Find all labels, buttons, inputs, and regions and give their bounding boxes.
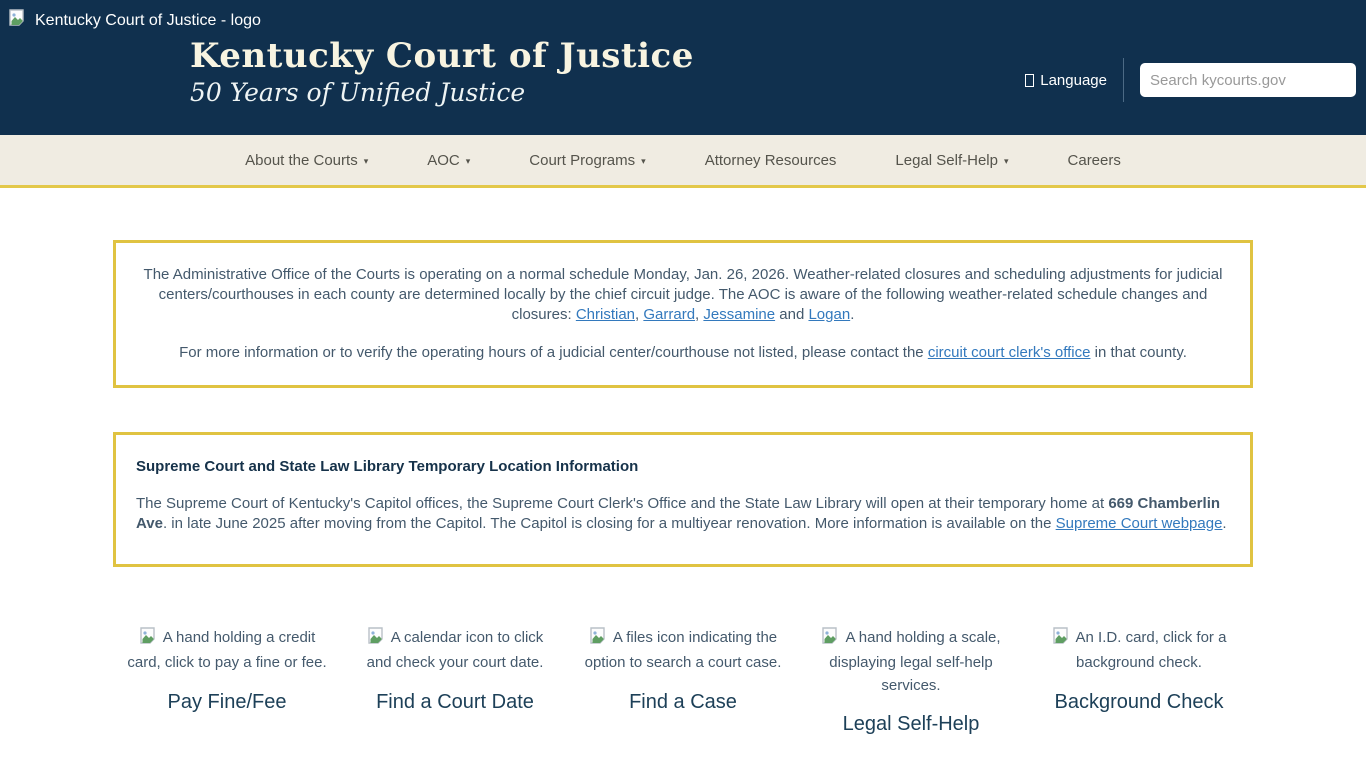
chevron-down-icon: ▾ <box>363 155 369 166</box>
chevron-down-icon: ▾ <box>465 155 471 166</box>
quicklink-background-check[interactable] <box>1025 627 1253 714</box>
weather-alert-paragraph-1: The Administrative Office of the Courts is operating on a normal schedule Monday, Jan. 26, 2026. Weather-related closures and scheduling adjustments for judicial centers/courthouses in each county are determined locally by the chief circuit judge. The AOC is aware of the following weather-related schedule changes and closures: Christian, Garrard, Jessamine and Logan. <box>143 266 1223 323</box>
page-subtitle: 50 Years of Unified Justice <box>190 78 526 107</box>
broken-image-icon <box>139 627 157 653</box>
inline-link[interactable]: Garrard <box>643 305 696 323</box>
quicklink-find-court-date[interactable] <box>341 627 569 714</box>
quicklink-image-alt <box>127 629 326 672</box>
inline-link[interactable]: circuit court clerk's office <box>927 344 1091 362</box>
quicklink-alt-text: A hand holding a credit card, click to pay a fine or fee. <box>127 628 327 672</box>
quicklink-image-alt <box>821 629 1000 694</box>
nav-item-about-the-courts[interactable] <box>245 152 368 169</box>
weather-alert-paragraph-2: For more information or to verify the operating hours of a judicial center/courthouse not listed, please contact the circuit court clerk's office in that county. <box>179 344 1187 362</box>
quicklink-title: Legal Self-Help <box>842 713 980 736</box>
language-selector[interactable] <box>1025 72 1107 89</box>
language-icon <box>1025 74 1034 87</box>
main-content <box>113 240 1253 736</box>
site-header <box>0 0 1366 135</box>
nav-label: Legal Self-Help <box>895 151 998 169</box>
chevron-down-icon: ▾ <box>1003 155 1009 166</box>
header-controls <box>1025 58 1356 102</box>
quicklink-image-alt <box>1052 629 1227 672</box>
weather-alert-box <box>113 240 1253 388</box>
quicklink-image-alt <box>585 629 782 672</box>
quicklink-image-alt <box>367 629 544 672</box>
site-logo-link[interactable] <box>8 9 261 32</box>
main-nav <box>0 135 1366 188</box>
site-search <box>1140 63 1356 97</box>
quicklink-find-a-case[interactable] <box>569 627 797 714</box>
quicklink-alt-text: A files icon indicating the option to search a court case. <box>584 628 782 672</box>
search-input[interactable] <box>1140 63 1356 97</box>
quicklink-title: Find a Case <box>629 690 737 713</box>
nav-label: AOC <box>427 151 460 169</box>
chevron-down-icon: ▾ <box>641 155 646 166</box>
nav-label: Attorney Resources <box>704 151 837 169</box>
inline-link[interactable]: Christian <box>575 305 636 323</box>
quicklink-title: Find a Court Date <box>376 690 534 713</box>
header-divider <box>1123 58 1124 102</box>
inline-link[interactable]: Jessamine <box>703 305 776 323</box>
broken-image-icon <box>589 627 607 653</box>
location-alert-heading: Supreme Court and State Law Library Temporary Location Information <box>136 458 639 476</box>
nav-item-court-programs[interactable] <box>529 152 645 169</box>
nav-label: Careers <box>1067 151 1121 169</box>
language-label: Language <box>1040 71 1107 89</box>
quicklink-alt-text: A calendar icon to click and check your court date. <box>366 628 544 672</box>
quicklink-alt-text: A hand holding a scale, displaying legal self-help services. <box>829 628 1001 694</box>
broken-image-icon <box>8 9 26 32</box>
nav-label: About the Courts <box>245 151 358 169</box>
broken-image-icon <box>1052 627 1070 653</box>
quicklink-legal-self-help[interactable] <box>797 627 1025 737</box>
logo-alt-text: Kentucky Court of Justice - logo <box>35 11 261 29</box>
page-title: Kentucky Court of Justice <box>190 36 694 76</box>
quicklink-title: Background Check <box>1054 690 1224 713</box>
nav-item-legal-self-help[interactable] <box>895 152 1008 169</box>
quicklink-alt-text: An I.D. card, click for a background check. <box>1075 628 1227 672</box>
broken-image-icon <box>821 627 839 653</box>
bold-text: 669 Chamberlin Ave <box>136 494 1221 532</box>
quicklink-pay-fine-fee[interactable] <box>113 627 341 714</box>
nav-item-aoc[interactable] <box>427 152 470 169</box>
broken-image-icon <box>367 627 385 653</box>
inline-link[interactable]: Supreme Court webpage <box>1055 514 1223 532</box>
location-alert-paragraph: The Supreme Court of Kentucky's Capitol offices, the Supreme Court Clerk's Office and the State Law Library will open at their temporary home at 669 Chamberlin Ave. in late June 2025 after moving from the Capitol. The Capitol is closing for a multiyear renovation. More information is available on the Supreme Court webpage. <box>136 494 1227 532</box>
location-alert-box <box>113 432 1253 566</box>
nav-item-attorney-resources[interactable] <box>705 152 837 169</box>
quick-links-row <box>113 627 1253 737</box>
nav-label: Court Programs <box>529 151 636 169</box>
inline-link[interactable]: Logan <box>808 305 851 323</box>
quicklink-title: Pay Fine/Fee <box>167 690 287 713</box>
nav-item-careers[interactable] <box>1068 152 1121 169</box>
